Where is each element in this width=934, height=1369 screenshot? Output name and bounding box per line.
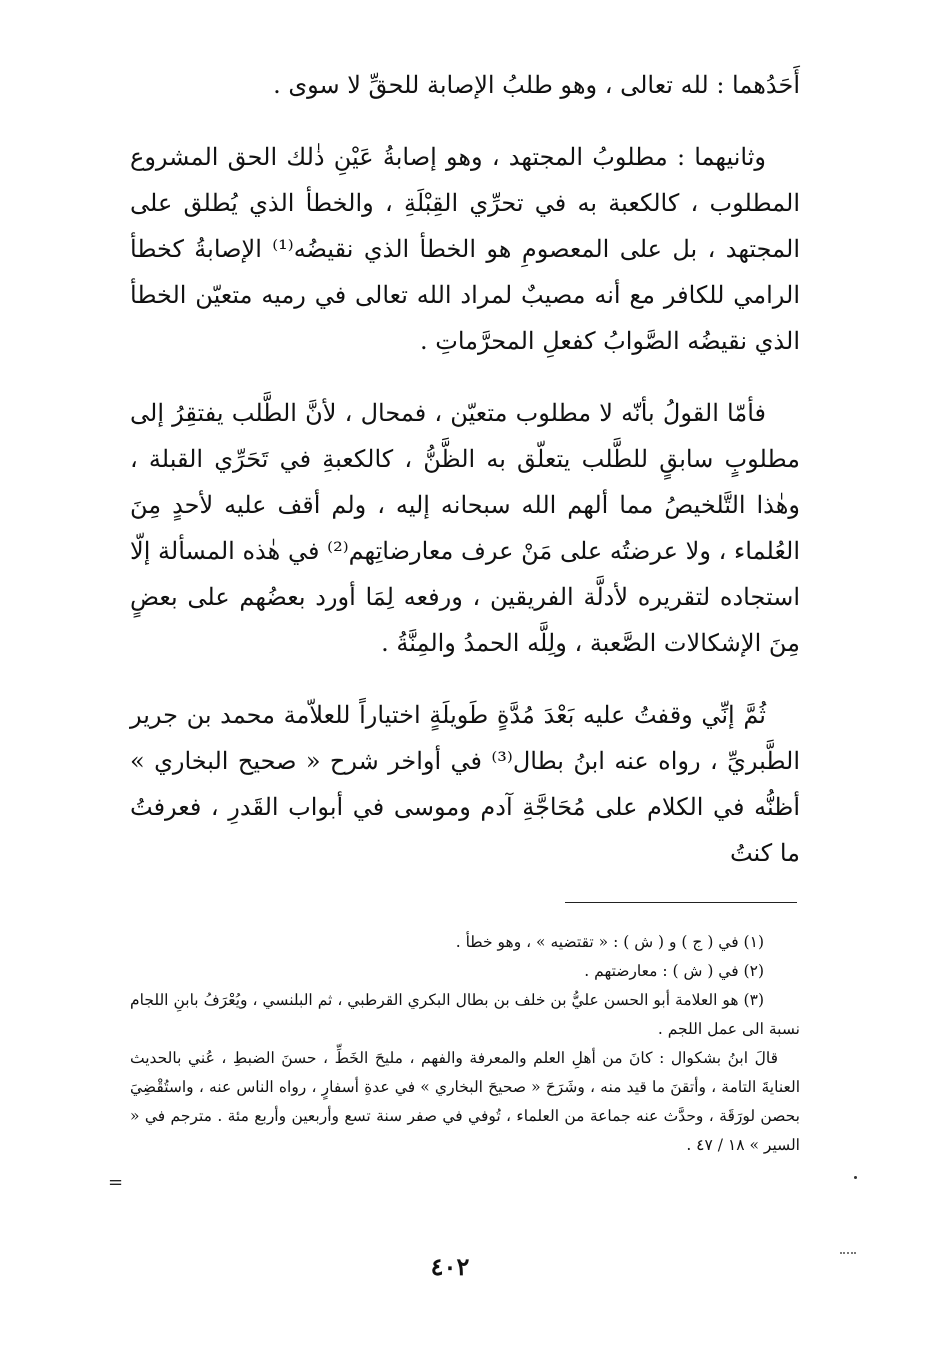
footnotes <box>130 928 800 1160</box>
paragraph-3: فأمّا القولُ بأنّه لا مطلوب متعيّن ، فمحال ، لأنَّ الطَّلب يفتقِرُ إلى مطلوبٍ سابقٍ للطَّلب يتعلّق به الظَّنُّ ، كالكعبةِ في تَحَرِّي القبلة ، وهٰذا التَّلخيصُ مما ألهم الله سبحانه إليه ، ولم أقف عليه لأحدٍ مِنَ العُلماء ، ولا عرضتُه على مَنْ عرف معارضاتِهم⁽²⁾ في هٰذه المسألة إلّا استجاده لتقريره لأدلَّة الفريقين ، ورفعه لِمَا أورد بعضُهم على بعضٍ مِنَ الإشكالات الصَّعبة ، ولِلَّه الحمدُ والمِنَّةُ . <box>130 399 801 657</box>
page-number: ٤٠٢ <box>430 1252 470 1281</box>
footnote-divider <box>565 902 797 903</box>
footnote-2: (٢) في ( ش ) : معارضتهم . <box>584 962 764 980</box>
footnote-3: (٣) هو العلامة أبو الحسن عليُّ بن خلف بن بطال البكري القرطبي ، ثم البلنسي ، ويُعْرَفُ بابنِ اللجام نسبة الى عمل اللجم . <box>130 991 800 1038</box>
paragraph-1: أَحَدُهما : لله تعالى ، وهو طلبُ الإصابة للحقِّ لا سوى . <box>273 71 800 99</box>
scan-speck <box>840 1252 856 1256</box>
paragraph-2: وثانيهما : مطلوبُ المجتهد ، وهو إصابةُ عَيْنِ ذٰلك الحق المشروع المطلوب ، كالكعبة به في تحرِّي القِبْلَةِ ، والخطأ الذي يُطلق على المجتهد ، بل على المعصومِ هو الخطأ الذي نقيضُه⁽¹⁾ الإصابةُ كخطأ الرامي للكافر مع أنه مصيبٌ لمراد الله تعالى في رميه متعيّن الخطأ الذي نقيضُه الصَّوابُ كفعلِ المحرَّماتِ . <box>130 143 800 355</box>
main-text <box>130 62 800 876</box>
scan-speck <box>854 1176 857 1179</box>
margin-mark: = <box>108 1172 124 1193</box>
footnote-3-continued: قالَ ابنُ بشكوال : كانَ من أهلِ العلم والمعرفة والفهم ، مليحَ الخَطِّ ، حسنَ الضبطِ ، عُني بالحديث العنايةَ التامة ، وأتقنَ ما قيد منه ، وشَرَحَ « صحيحَ البخاري » في عدةِ أسفارٍ ، رواه الناس عنه ، واستُقْضِيَ بحصن لورَقَة ، وحدَّث عنه جماعة من العلماء ، تُوفي في صفر سنة تسع وأربعين وأربع مئة . مترجم في « السير » ١٨ / ٤٧ . <box>130 1049 800 1154</box>
paragraph-4: ثُمَّ إنِّي وقفتُ عليه بَعْدَ مُدَّةٍ طَويلَةٍ اختياراً للعلاّمة محمد بن جرير الطَّبريِّ ، رواه عنه ابنُ بطال⁽³⁾ في أواخر شرح « صحيح البخاري » أظنُّه في الكلام على مُحَاجَّةِ آدم وموسى في أبواب القَدرِ ، فعرفتُ ما كنتُ <box>130 701 801 867</box>
footnote-1: (١) في ( ج ) و ( ش ) : « تقتضيه » ، وهو خطأ . <box>455 933 764 951</box>
